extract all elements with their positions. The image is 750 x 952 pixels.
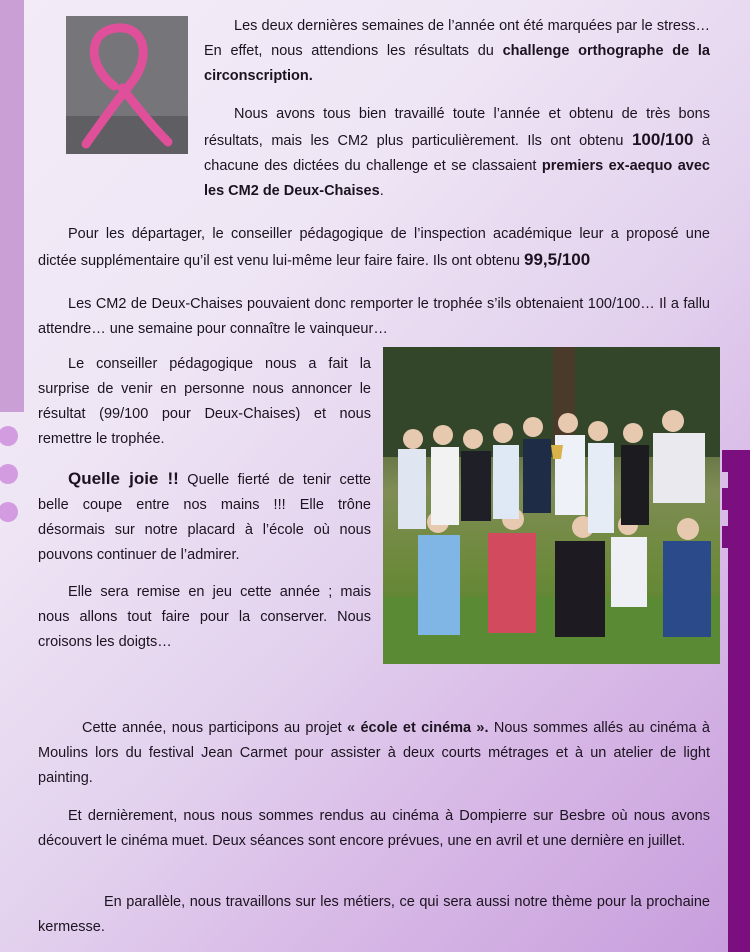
decor-notch: [722, 526, 728, 548]
decor-dot: [0, 426, 18, 446]
paragraph-waiting: Les CM2 de Deux-Chaises pouvaient donc remporter le trophée s’ils obtenaient 100/100… Il a fallu attendre… une semaine pour connaître le vainqueur…: [38, 296, 710, 337]
paragraph-intro: Les deux dernières semaines de l’année ont été marquées par le stress… En effet, nous attendions les résultats du challenge orthographe de la circonscription.: [204, 18, 710, 84]
paragraph-results: Nous avons tous bien travaillé toute l’année et obtenu de très bons résultats, mais les CM2 plus particulièrement. Ils ont obtenu 100/100 à chacune des dictées du challenge et se classaient premiers ex-aequo avec les CM2 de Deux-Chaises.: [204, 106, 710, 199]
decor-dot: [0, 464, 18, 484]
paragraph-announcement: Le conseiller pédagogique nous a fait la surprise de venir en personne nous annoncer le résultat (99/100 pour Deux-Chaises) et nous remettre le trophée.: [38, 356, 371, 447]
right-decor-band: [728, 450, 750, 952]
paragraph-tiebreak: Pour les départager, le conseiller pédagogique de l’inspection académique leur a proposé une dictée supplémentaire qu’il est venu lui-même leur faire faire. Ils ont obtenu 99,5/100: [38, 226, 710, 269]
paragraph-cinema: Cette année, nous participons au projet « école et cinéma ». Nous sommes allés au cinéma à Moulins lors du festival Jean Carmet pour assister à deux courts métrages et à un atelier de light painting.: [38, 720, 710, 786]
decor-notch: [722, 488, 728, 510]
paragraph-joy: Quelle joie !! Quelle fierté de tenir cette belle coupe entre nos mains !!! Elle trône désormais sur notre placard à l’école où nous pouvons continuer de l’admirer.: [38, 469, 371, 563]
paragraph-silent-cinema: Et dernièrement, nous nous sommes rendus au cinéma à Dompierre sur Besbre où nous avons découvert le cinéma muet. Deux séances sont encore prévues, une en avril et une dernière en juillet.: [38, 808, 710, 849]
pink-ribbon-photo: [66, 16, 188, 154]
class-trophy-photo: [383, 347, 720, 664]
paragraph-remise: Elle sera remise en jeu cette année ; mais nous allons tout faire pour la conserver. Nous croisons les doigts…: [38, 584, 371, 650]
decor-dot: [0, 502, 18, 522]
paragraph-jobs: En parallèle, nous travaillons sur les métiers, ce qui sera aussi notre thème pour la prochaine kermesse.: [38, 894, 710, 935]
left-decor-band: [0, 0, 24, 412]
decor-notch: [722, 450, 728, 472]
